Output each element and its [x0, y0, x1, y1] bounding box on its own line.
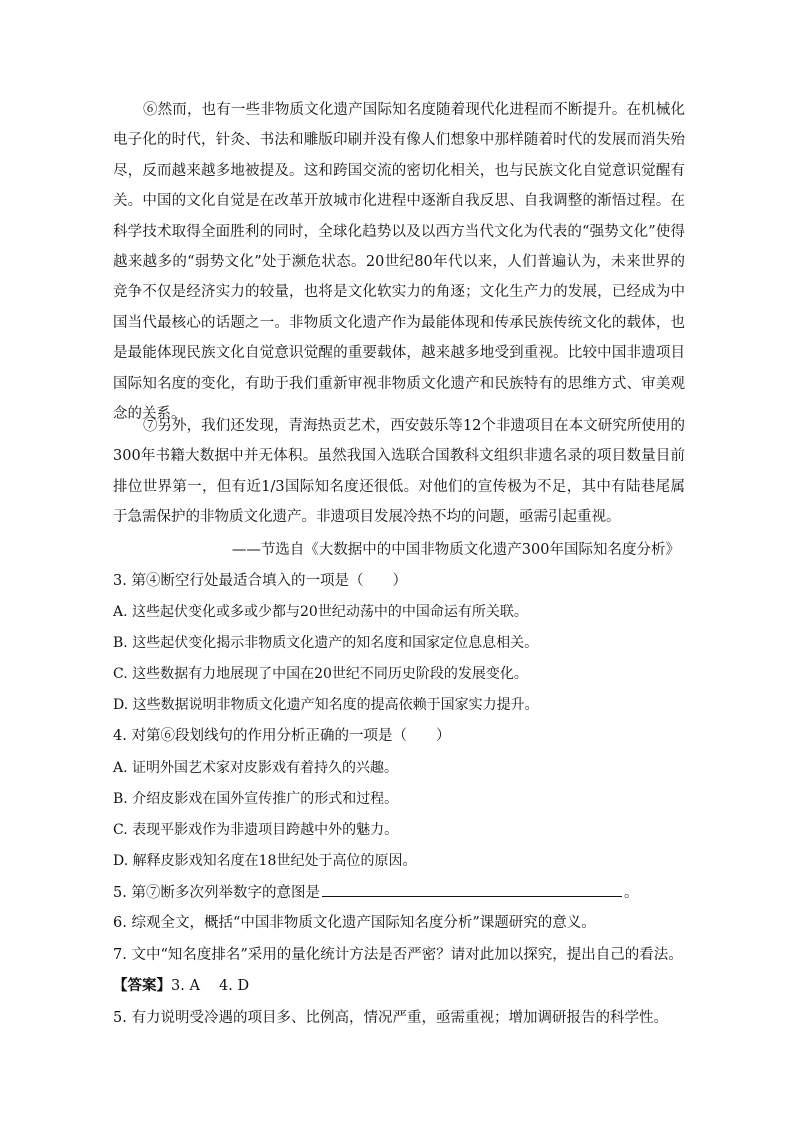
question-6-stem: 6. 综观全文，概括“中国非物质文化遗产国际知名度分析”课题研究的意义。	[113, 915, 596, 931]
question-4-stem: 4. 对第⑥段划线句的作用分析正确的一项是（ ）	[113, 728, 451, 744]
question-3-option-d: D. 这些数据说明非物质文化遗产知名度的提高依赖于国家实力提升。	[113, 697, 539, 713]
question-4-option-c: C. 表现平影戏作为非遗项目跨越中外的魅力。	[113, 822, 399, 838]
question-7-stem: 7. 文中“知名度排名”采用的量化统计方法是否严密？请对此加以探究，提出自己的看法。	[113, 947, 683, 963]
answer-5: 5. 有力说明受冷遇的项目多、比例高，情况严重，亟需重视；增加调研报告的科学性。	[113, 1010, 668, 1026]
answer-line	[113, 976, 249, 996]
question-3-stem: 3. 第④断空行处最适合填入的一项是（ ）	[113, 573, 407, 589]
question-3-option-c: C. 这些数据有力地展现了中国在20世纪不同历史阶段的发展变化。	[113, 666, 528, 682]
answer-text: 3. A 4. D	[171, 978, 250, 994]
question-3-option-a: A. 这些起伏变化或多或少都与20世纪动荡中的中国命运有所关联。	[113, 604, 528, 620]
question-4-option-d: D. 解释皮影戏知名度在18世纪处于高位的原因。	[113, 853, 417, 869]
paragraph-6: ⑥然而，也有一些非物质文化遗产国际知名度随着现代化进程而不断提升。在机械化电子化的时代，针灸、书法和雕版印刷并没有像人们想象中那样随着时代的发展而消失殆尽，反而越来越多地被提及。这和跨国交流的密切化相关，也与民族文化自觉意识觉醒有关。中国的文化自觉是在改革开放城市化进程中逐渐自我反思、自我调整的渐悟过程。在科学技术取得全面胜利的同时，全球化趋势以及以西方当代文化为代表的“强势文化”使得越来越多的“弱势文化”处于濒危状态。20世纪80年代以来，人们普遍认为，未来世界的竞争不仅是经济实力的较量，也将是文化软实力的角逐；文化生产力的发展，已经成为中国当代最核心的话题之一。非物质文化遗产作为最能体现和传承民族传统文化的载体，也是最能体现民族文化自觉意识觉醒的重要载体，越来越多地受到重视。比较中国非遗项目国际知名度的变化，有助于我们重新审视非物质文化遗产和民族特有的思维方式、审美观念的关系。	[113, 102, 685, 423]
answer-blank	[322, 882, 622, 897]
source-citation: ——节选自《大数据中的中国非物质文化遗产300年国际知名度分析》	[231, 542, 680, 558]
question-5-stem: 5. 第⑦断多次列举数字的意图是	[113, 885, 320, 901]
question-4-option-a: A. 证明外国艺术家对皮影戏有着持久的兴趣。	[113, 760, 399, 776]
answer-label: 【答案】	[113, 977, 171, 994]
question-5-end: 。	[623, 885, 639, 901]
paragraph-7: ⑦另外，我们还发现，青海热贡艺术，西安鼓乐等12个非遗项目在本文研究所使用的300年书籍大数据中并无体积。虽然我国入选联合国教科文组织非遗名录的项目数量目前排位世界第一，但有近1/3国际知名度还很低。对他们的宣传极为不足，其中有陆巷尾属于急需保护的非物质文化遗产。非遗项目发展冷热不均的问题，亟需引起重视。	[113, 418, 685, 526]
question-4-option-b: B. 介绍皮影戏在国外宣传推广的形式和过程。	[113, 791, 399, 807]
question-5	[113, 882, 638, 903]
question-3-option-b: B. 这些起伏变化揭示非物质文化遗产的知名度和国家定位息息相关。	[113, 635, 539, 651]
